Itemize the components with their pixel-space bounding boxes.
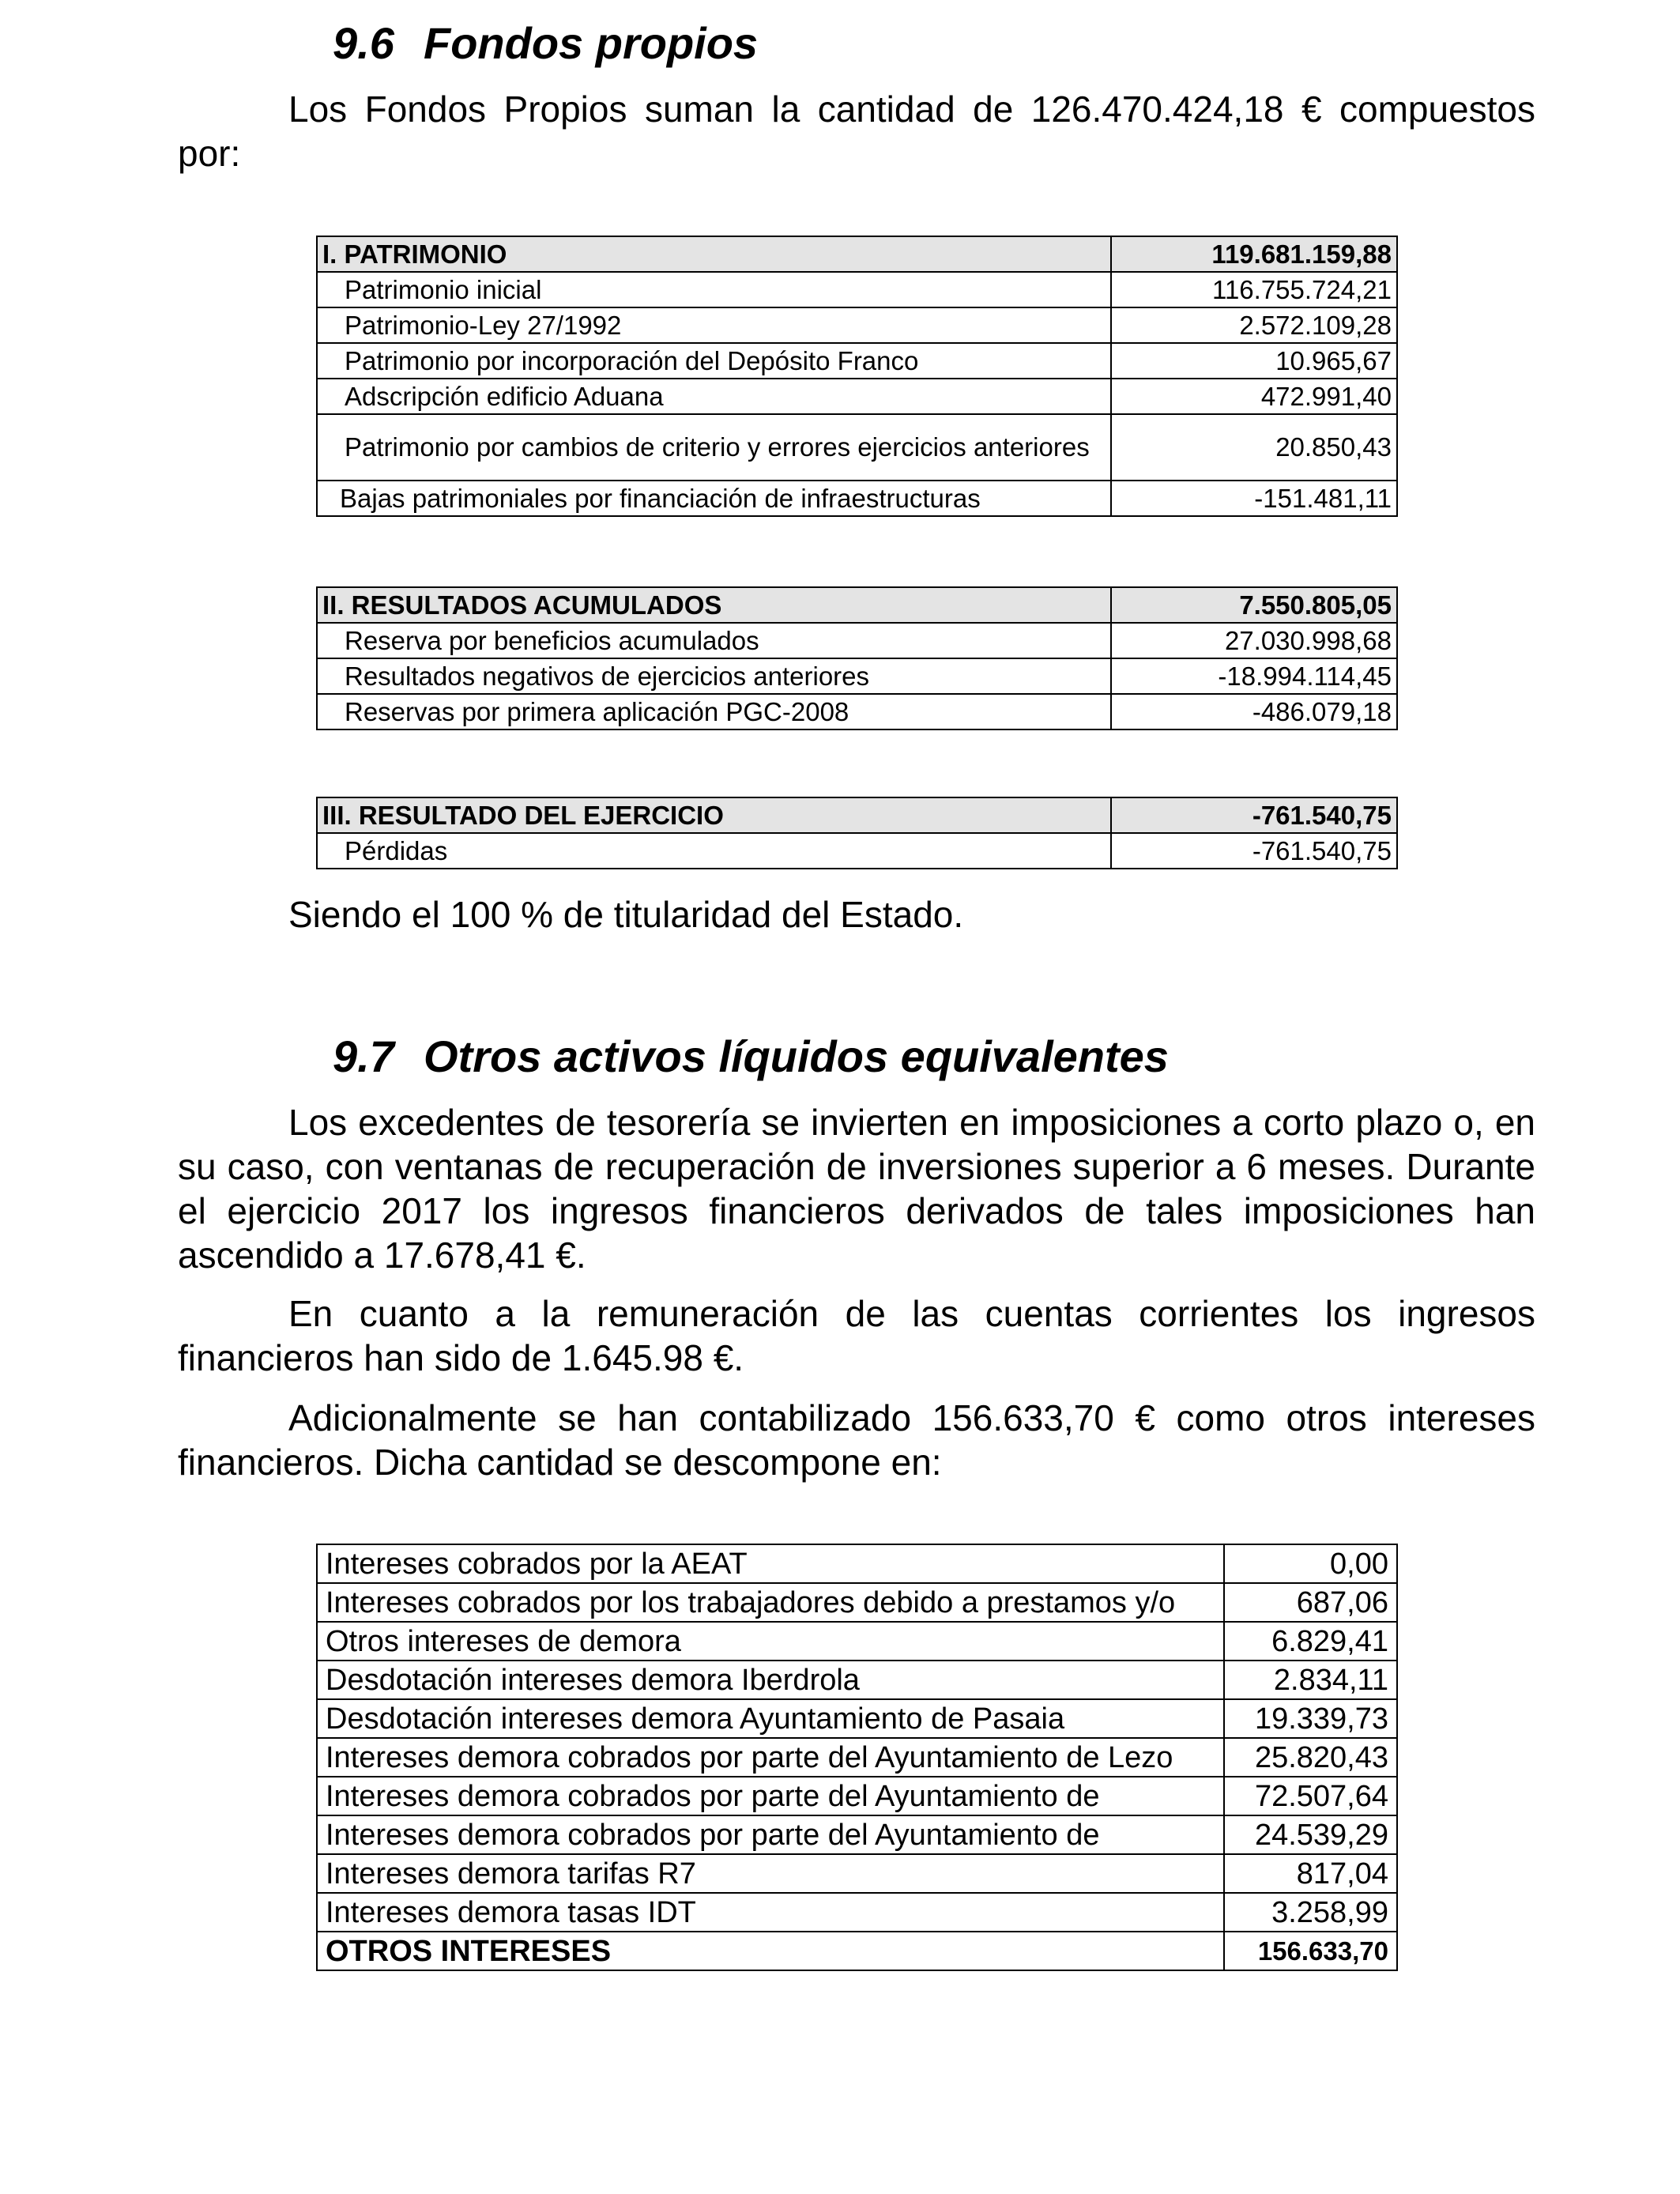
row-label: Intereses cobrados por la AEAT	[317, 1544, 1224, 1583]
table-row	[317, 1661, 1397, 1699]
row-label: Intereses cobrados por los trabajadores debido a prestamos y/o	[317, 1583, 1224, 1622]
row-label: Patrimonio por incorporación del Depósito Franco	[317, 343, 1111, 379]
row-label: Intereses demora tarifas R7	[317, 1854, 1224, 1893]
table-row	[317, 414, 1397, 481]
section-title: Fondos propios	[424, 18, 759, 68]
table-row	[317, 481, 1397, 516]
section-97-heading	[333, 1031, 1169, 1082]
section-title: Otros activos líquidos equivalentes	[424, 1031, 1169, 1081]
table-total-row	[317, 1932, 1397, 1970]
row-value: 156.633,70	[1224, 1932, 1397, 1970]
row-label: Intereses demora tasas IDT	[317, 1893, 1224, 1932]
row-value: 687,06	[1224, 1583, 1397, 1622]
row-value: 3.258,99	[1224, 1893, 1397, 1932]
row-label: Desdotación intereses demora Ayuntamiento de Pasaia	[317, 1699, 1224, 1738]
table-row	[317, 1738, 1397, 1777]
row-value: 72.507,64	[1224, 1777, 1397, 1815]
row-value: 7.550.805,05	[1111, 587, 1397, 623]
row-value: 119.681.159,88	[1111, 236, 1397, 272]
row-value: 19.339,73	[1224, 1699, 1397, 1738]
row-value: -151.481,11	[1111, 481, 1397, 516]
row-value: 24.539,29	[1224, 1815, 1397, 1854]
table-row	[317, 1622, 1397, 1661]
row-value: 10.965,67	[1111, 343, 1397, 379]
row-value: 116.755.724,21	[1111, 272, 1397, 307]
table-row	[317, 833, 1397, 869]
row-value: 6.829,41	[1224, 1622, 1397, 1661]
row-label: Bajas patrimoniales por financiación de infraestructuras	[317, 481, 1111, 516]
row-label: Adscripción edificio Aduana	[317, 379, 1111, 414]
table-row	[317, 658, 1397, 694]
table-row	[317, 343, 1397, 379]
row-label: Intereses demora cobrados por parte del Ayuntamiento de Lezo	[317, 1738, 1224, 1777]
row-value: 25.820,43	[1224, 1738, 1397, 1777]
row-label: Patrimonio inicial	[317, 272, 1111, 307]
section-number: 9.7	[333, 1031, 394, 1081]
table-row	[317, 1777, 1397, 1815]
row-label: Resultados negativos de ejercicios anteriores	[317, 658, 1111, 694]
row-value: -486.079,18	[1111, 694, 1397, 729]
table-row	[317, 379, 1397, 414]
row-value: -761.540,75	[1111, 797, 1397, 833]
row-label: Otros intereses de demora	[317, 1622, 1224, 1661]
row-value: 20.850,43	[1111, 414, 1397, 481]
row-value: 2.572.109,28	[1111, 307, 1397, 343]
row-value: 0,00	[1224, 1544, 1397, 1583]
table-row	[317, 272, 1397, 307]
row-label: Desdotación intereses demora Iberdrola	[317, 1661, 1224, 1699]
row-label: II. RESULTADOS ACUMULADOS	[317, 587, 1111, 623]
section-97-paragraph-3: Adicionalmente se han contabilizado 156.633,70 € como otros intereses financieros. Dicha cantidad se descompone en:	[178, 1397, 1535, 1483]
table-row	[317, 623, 1397, 658]
table-row	[317, 1583, 1397, 1622]
section-97-paragraph-1: Los excedentes de tesorería se invierten en imposiciones a corto plazo o, en su caso, con ventanas de recuperación de inversiones superior a 6 meses. Durante el ejercicio 2017 los ingresos financieros derivados de tales imposiciones han ascendido a 17.678,41 €.	[178, 1102, 1535, 1276]
patrimonio-table	[316, 236, 1398, 517]
row-value: 817,04	[1224, 1854, 1397, 1893]
otros-intereses-table	[316, 1544, 1398, 1971]
resultados-acumulados-table	[316, 586, 1398, 730]
section-96-heading	[333, 17, 758, 69]
resultado-ejercicio-table	[316, 797, 1398, 869]
section-97-paragraph-2: En cuanto a la remuneración de las cuentas corrientes los ingresos financieros han sido de 1.645.98 €.	[178, 1293, 1535, 1378]
table-row	[317, 1699, 1397, 1738]
row-value: -761.540,75	[1111, 833, 1397, 869]
row-value: 2.834,11	[1224, 1661, 1397, 1699]
row-label: Intereses demora cobrados por parte del Ayuntamiento de	[317, 1815, 1224, 1854]
table-row	[317, 1893, 1397, 1932]
row-label: Reservas por primera aplicación PGC-2008	[317, 694, 1111, 729]
row-value: 27.030.998,68	[1111, 623, 1397, 658]
table-header-row	[317, 236, 1397, 272]
row-value: -18.994.114,45	[1111, 658, 1397, 694]
row-label: Patrimonio por cambios de criterio y errores ejercicios anteriores	[317, 414, 1111, 481]
titularidad-note: Siendo el 100 % de titularidad del Estado.	[288, 894, 964, 935]
table-header-row	[317, 797, 1397, 833]
row-label: OTROS INTERESES	[317, 1932, 1224, 1970]
section-number: 9.6	[333, 18, 394, 68]
row-label: Patrimonio-Ley 27/1992	[317, 307, 1111, 343]
row-label: Reserva por beneficios acumulados	[317, 623, 1111, 658]
table-row	[317, 1815, 1397, 1854]
row-label: Intereses demora cobrados por parte del Ayuntamiento de	[317, 1777, 1224, 1815]
row-label: I. PATRIMONIO	[317, 236, 1111, 272]
section-96-intro: Los Fondos Propios suman la cantidad de 126.470.424,18 € compuestos por:	[178, 89, 1535, 174]
table-row	[317, 307, 1397, 343]
table-header-row	[317, 587, 1397, 623]
row-value: 472.991,40	[1111, 379, 1397, 414]
table-row	[317, 1544, 1397, 1583]
row-label: III. RESULTADO DEL EJERCICIO	[317, 797, 1111, 833]
table-row	[317, 1854, 1397, 1893]
table-row	[317, 694, 1397, 729]
row-label: Pérdidas	[317, 833, 1111, 869]
